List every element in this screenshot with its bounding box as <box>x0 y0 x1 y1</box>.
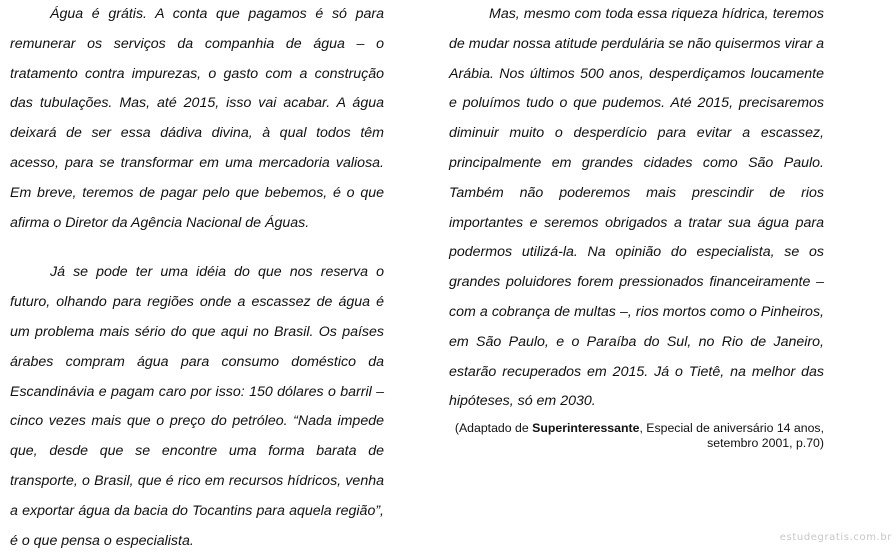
source-prefix: (Adaptado de <box>454 421 533 435</box>
source-suffix: , Especial de aniversário 14 anos, <box>639 421 824 435</box>
right-paragraph-1: Mas, mesmo com toda essa riqueza hídrica, teremos de mudar nossa atitude perdulária se não quisermos virar a Arábia. Nos últimos 500 anos, desperdiçamos loucamente e poluímos tudo o que pudemos. Até 2015, precisaremos diminuir muito o desperdício para evitar a escassez, principalmente em grandes cidades como São Paulo. Também não poderemos mais prescindir de rios importantes e seremos obrigados a tratar sua água para podermos utilizá-la. Na opinião do especialista, se os grandes poluidores forem pressionados financeiramente – com a cobrança de multas –, rios mortos como o Pinheiros, em São Paulo, e o Paraíba do Sul, no Rio de Janeiro, estarão recuperados em 2015. Já o Tietê, na melhor das hipóteses, só em 2030. <box>449 6 824 410</box>
left-paragraph-2: Já se pode ter uma idéia do que nos reserva o futuro, olhando para regiões onde a escassez de água é um problema mais sério do que aqui no Brasil. Os países árabes compram água para consumo doméstico da Escandinávia e pagam caro por isso: 150 dólares o barril – cinco vezes mais que o preço do petróleo. “Nada impede que, desde que se encontre uma forma barata de transporte, o Brasil, que é rico em recursos hídricos, venha a exportar água da bacia do Tocantins para aquela região”, é o que pensa o especialista. <box>10 264 384 549</box>
left-column <box>10 0 384 556</box>
right-column <box>449 0 824 417</box>
source-citation <box>449 421 824 451</box>
source-publication: Superinteressante <box>532 421 640 435</box>
source-line-2: setembro 2001, p.70) <box>707 436 824 450</box>
left-paragraph-1: Água é grátis. A conta que pagamos é só para remunerar os serviços da companhia de água – o tratamento contra impurezas, o gasto com a construção das tubulações. Mas, até 2015, isso vai acabar. A água deixará de ser essa dádiva divina, à qual todos têm acesso, para se transformar em uma mercadoria valiosa. Em breve, teremos de pagar pelo que bebemos, é o que afirma o Diretor da Agência Nacional de Águas. <box>10 6 384 231</box>
watermark: estudegratis.com.br <box>779 532 892 543</box>
